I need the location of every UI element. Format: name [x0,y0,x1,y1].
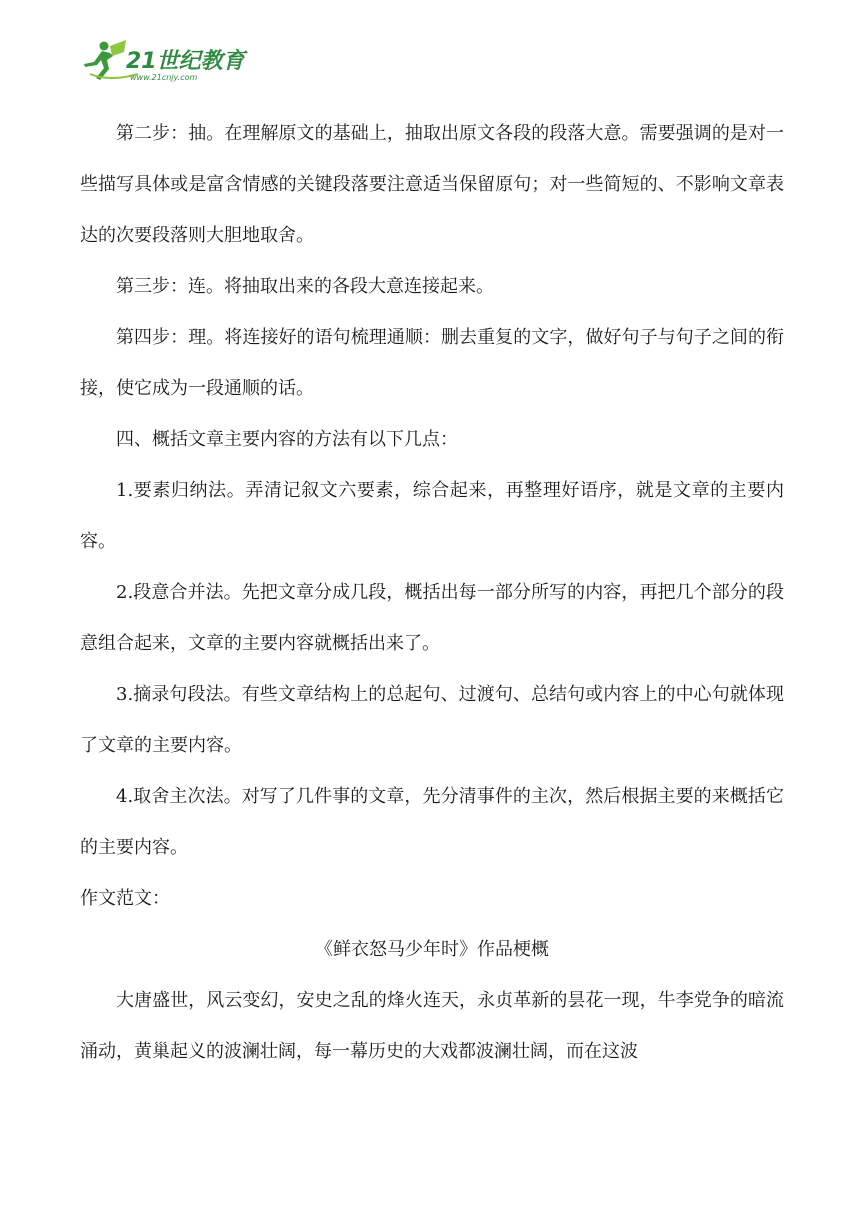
paragraph-step-three: 第三步：连。将抽取出来的各段大意连接起来。 [116,276,494,297]
section-heading-four: 四、概括文章主要内容的方法有以下几点： [116,429,458,450]
method-item-1: 1.要素归纳法。弄清记叙文六要素，综合起来，再整理好语序，就是文章的主要内容。 [80,480,784,552]
runner-logo-icon [80,38,250,84]
document-body [80,108,784,1077]
essay-title: 《鲜衣怒马少年时》作品梗概 [315,939,549,960]
logo-url-text: www.21cnjy.com [130,73,198,82]
paragraph-step-two: 第二步：抽。在理解原文的基础上，抽取出原文各段的段落大意。需要强调的是对一些描写具体或是富含情感的关键段落要注意适当保留原句；对一些简短的、不影响文章表达的次要段落则大胆地取舍。 [80,123,784,246]
method-item-3: 3.摘录句段法。有些文章结构上的总起句、过渡句、总结句或内容上的中心句就体现了文章的主要内容。 [80,684,784,756]
essay-paragraph: 大唐盛世，风云变幻，安史之乱的烽火连天，永贞革新的昙花一现，牛李党争的暗流涌动，黄巢起义的波澜壮阔，每一幕历史的大戏都波澜壮阔，而在这波 [80,990,784,1062]
logo-brand-text: 21世纪教育 [126,49,245,74]
essay-label: 作文范文： [80,888,170,909]
method-item-4: 4.取舍主次法。对写了几件事的文章，先分清事件的主次，然后根据主要的来概括它的主要内容。 [80,786,784,858]
paragraph-step-four: 第四步：理。将连接好的语句梳理通顺：删去重复的文字，做好句子与句子之间的衔接，使它成为一段通顺的话。 [80,327,784,399]
site-logo [80,38,250,84]
method-item-2: 2.段意合并法。先把文章分成几段，概括出每一部分所写的内容，再把几个部分的段意组合起来，文章的主要内容就概括出来了。 [80,582,784,654]
